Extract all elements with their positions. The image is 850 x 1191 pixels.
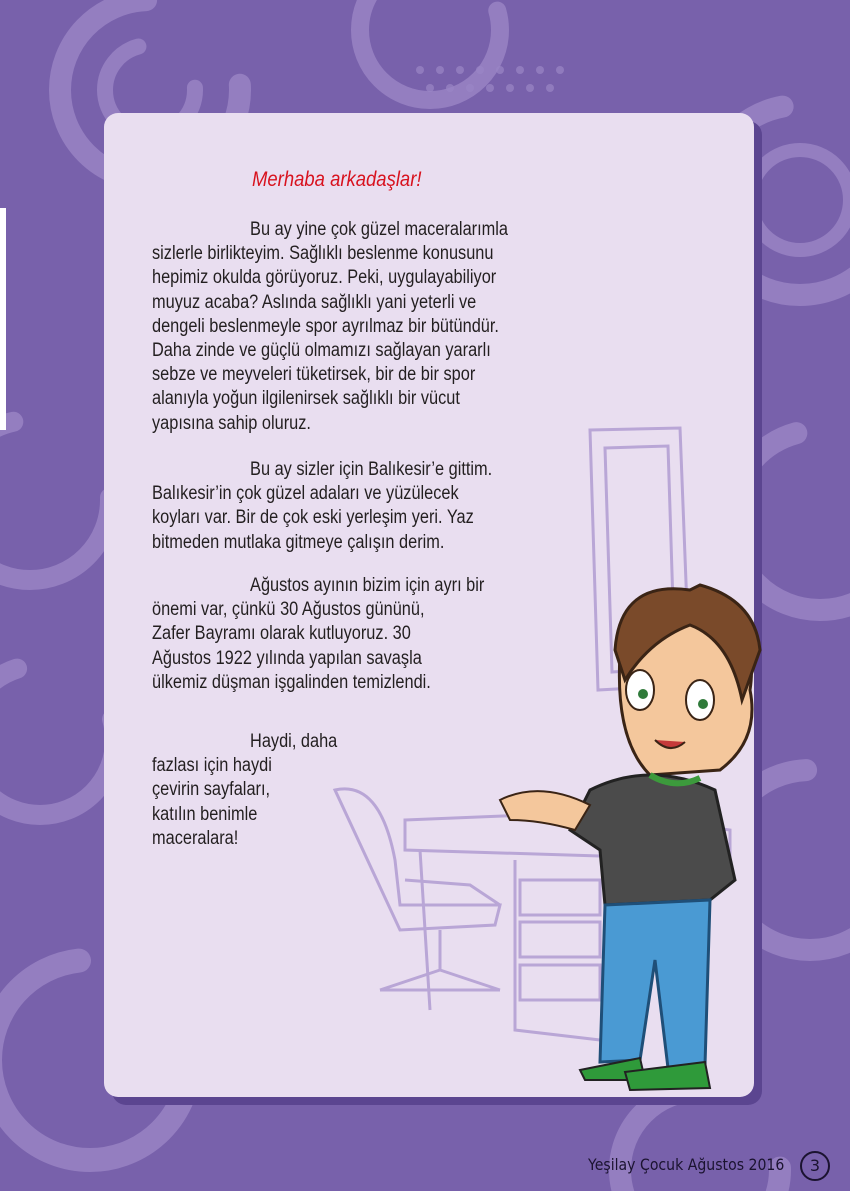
- text-line: Balıkesir’in çok güzel adaları ve yüzülecek: [152, 483, 459, 505]
- text-line: muyuz acaba? Aslında sağlıklı yani yeterli ve: [152, 291, 477, 313]
- boy-character: [500, 585, 760, 1090]
- text-line: dengeli beslenmeyle spor ayrılmaz bir bütündür.: [152, 315, 499, 337]
- text-line: hepimiz okulda görüyoruz. Peki, uygulayabiliyor: [152, 267, 497, 289]
- text-line: maceralara!: [152, 827, 239, 849]
- paragraph-3: [152, 574, 484, 695]
- greeting-heading: Merhaba arkadaşlar!: [252, 168, 422, 191]
- paragraph-4: [152, 730, 337, 851]
- text-line: sebze ve meyveleri tüketirsek, bir de bir spor: [152, 364, 476, 386]
- text-line: sizlerle birlikteyim. Sağlıklı beslenme konusunu: [152, 243, 494, 265]
- text-line: Ağustos ayının bizim için ayrı bir: [250, 575, 485, 596]
- text-line: önemi var, çünkü 30 Ağustos gününü,: [152, 599, 425, 621]
- text-line: Bu ay sizler için Balıkesir’e gittim.: [250, 459, 493, 480]
- paragraph-2: [152, 458, 492, 555]
- text-line: yapısına sahip oluruz.: [152, 412, 311, 434]
- page-number: 3: [800, 1151, 830, 1181]
- text-line: koyları var. Bir de çok eski yerleşim yeri. Yaz: [152, 507, 474, 529]
- text-line: Ağustos 1922 yılında yapılan savaşla: [152, 647, 422, 669]
- text-line: Bu ay yine çok güzel maceralarımla: [250, 219, 508, 240]
- text-line: Haydi, daha: [250, 731, 338, 752]
- text-line: bitmeden mutlaka gitmeye çalışın derim.: [152, 531, 445, 553]
- text-line: çevirin sayfaları,: [152, 779, 271, 801]
- text-line: Daha zinde ve güçlü olmamızı sağlayan yararlı: [152, 340, 491, 362]
- text-line: katılın benimle: [152, 803, 258, 825]
- text-line: alanıyla yoğun ilgilenirsek sağlıklı bir vücut: [152, 388, 460, 410]
- paragraph-1: [152, 218, 508, 436]
- footer-publication: Yeşilay Çocuk Ağustos 2016: [588, 1155, 785, 1174]
- text-line: ülkemiz düşman işgalinden temizlendi.: [152, 671, 431, 693]
- text-line: fazlası için haydi: [152, 755, 272, 777]
- text-line: Zafer Bayramı olarak kutluyoruz. 30: [152, 623, 411, 645]
